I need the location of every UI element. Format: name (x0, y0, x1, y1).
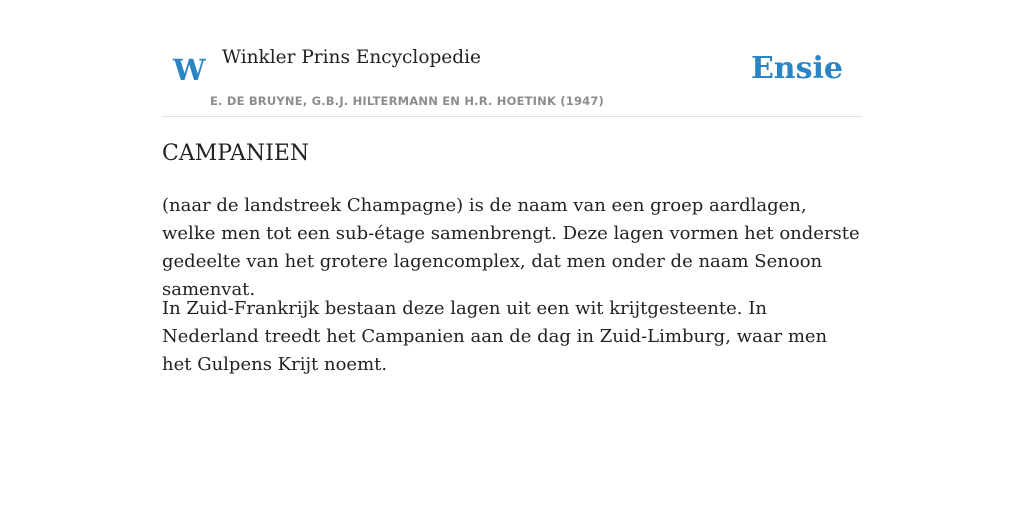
publication-title[interactable]: Winkler Prins Encyclopedie (222, 47, 481, 68)
page (162, 0, 862, 512)
ensie-brand-link[interactable]: Ensie (750, 51, 843, 86)
publication-authors: E. DE BRUYNE, G.B.J. HILTERMANN EN H.R. HOETINK (1947) (210, 94, 605, 108)
page-header (162, 0, 862, 117)
article-paragraph: (naar de landstreek Champagne) is de naam van een groep aardlagen, welke men tot een sub-étage samenbrengt. Deze lagen vormen het onderste gedeelte van het grotere lagencomplex, dat men onder de naam Senoon samenvat. (162, 195, 860, 300)
publication-logo[interactable]: W (173, 53, 206, 87)
article-paragraph: In Zuid-Frankrijk bestaan deze lagen uit een wit krijtgesteente. In Nederland treedt het Campanien aan de dag in Zuid-Limburg, waar men het Gulpens Krijt noemt. (162, 298, 828, 375)
article-title: CAMPANIEN (162, 141, 310, 166)
